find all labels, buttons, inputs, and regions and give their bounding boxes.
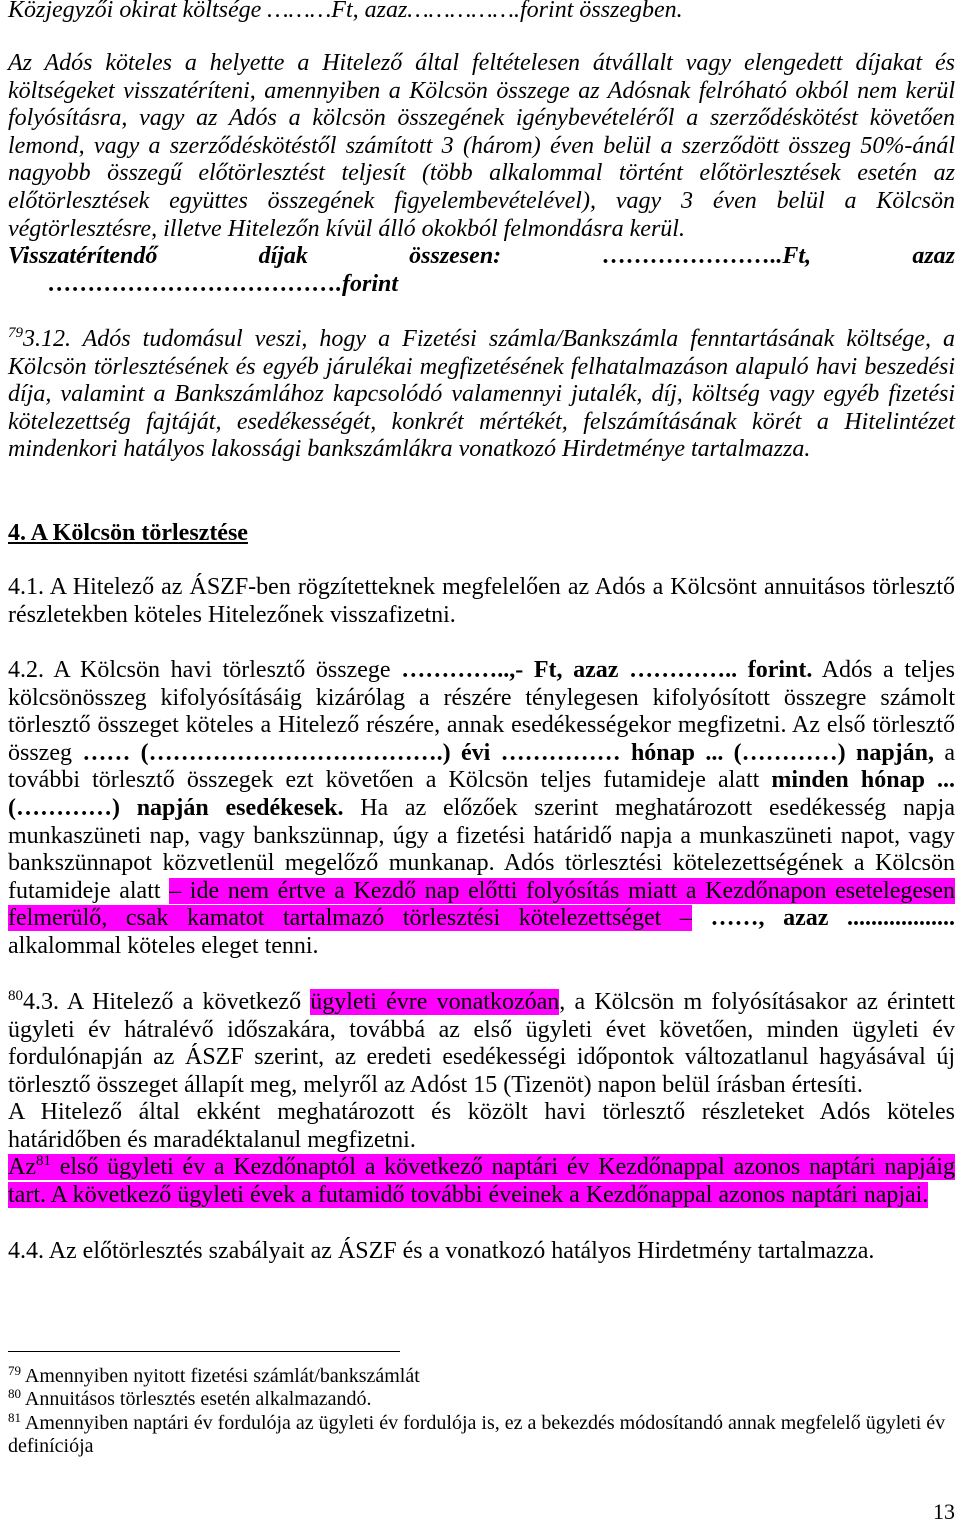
section-4-2-text-4: alkalommal köteles eleget tenni. (8, 932, 319, 959)
first-due-date: …… (……………………………….) évi …………… hónap ... (…………) napján, (82, 739, 935, 766)
footnote-number: 79 (8, 1363, 21, 1378)
footnote-text: Annuitásos törlesztés esetén alkalmazandó. (24, 1388, 372, 1411)
section-4-1 (8, 574, 955, 629)
refund-total-label: Visszatérítendő díjak összesen: (8, 243, 502, 269)
page-number: 13 (933, 1499, 955, 1524)
monthly-installment-amount: …………..,- Ft, azaz ………….. forint. (401, 657, 813, 683)
section-4-heading: 4. A Kölcsön törlesztése (8, 520, 248, 546)
footnote-ref-80: 80 (8, 988, 23, 1004)
footnote-80 (8, 1388, 955, 1411)
business-year-text: első ügyleti év a Kezdőnaptól a következő naptári év Kezdőnappal azonos naptári napjáig tart. A következő ügyleti évek a futamidő további éveinek a Kezdőnappal azonos naptári napjai. (8, 1154, 955, 1208)
section-3-12 (8, 326, 955, 464)
footnote-number: 80 (8, 1386, 21, 1402)
section-4-2-text-1: Adós a teljes kölcsönösszeg kifolyósításáig kizárólag a részére ténylegesen kifolyósított összegre számolt törlesztő összeget köteles a Hitelező részére, annak esedékességekor megfizetni. Az első törlesztő összeg (8, 657, 955, 766)
section-4-1-number: 4.1. (8, 574, 44, 600)
monthly-due-day: minden hónap ... (…………) napján esedékesek. (8, 767, 956, 821)
refund-total-amount-ft: …………………..Ft, azaz (602, 243, 955, 269)
fee-refund-paragraph: Az Adós köteles a helyette a Hitelező által feltételesen átvállalt vagy elengedett díjakat és költségeket visszatéríteni, amennyiben a Kölcsön összege az Adósnak felróható okból nem kerül folyósításra, vagy az Adós a kölcsön összegének igénybevételéről a szerződéskötést követően lemond, vagy a szerződéskötéstől számított 3 (három) éven belül a szerződött összeg 50%-ánál nagyobb összegű előtörlesztést teljesít (több alkalommal történt előtörlesztések esetén az előtörlesztések együttes összegének figyelembevételével), vagy 3 éven belül a Kölcsön végtörlesztésre, illetve Hitelezőn kívül álló okokból felmondásra kerül. (8, 50, 955, 242)
footnote-text: Amennyiben nyitott fizetési számlát/bankszámlát (24, 1365, 420, 1387)
section-4-3-after: , a Kölcsön m folyósításakor az érintett ügyleti év hátralévő időszakára, továbbá az első ügyleti évet követően, minden ügyleti év fordulónapján az ÁSZF szerint, az eredeti esedékességi időpontok változatlanul hagyásával új törlesztő összeget állapít meg, melyről az Adóst 15 (Tizenöt) napon belül írásban értesíti. (8, 989, 956, 1098)
business-year-lead: Az (8, 1154, 36, 1180)
footnote-text: Amennyiben naptári év fordulója az ügyleti év fordulója is, ez a bekezdés módosítandó annak megfelelő ügyleti év definíciója (8, 1411, 946, 1457)
section-4-1-text: A Hitelező az ÁSZF-ben rögzítetteknek megfelelően az Adós a Kölcsönt annuitásos törlesztő részletekben köteles Hitelezőnek visszafizetni. (8, 574, 955, 628)
section-3-12-number: 3.12. (23, 326, 71, 352)
section-4-4 (8, 1238, 955, 1266)
excluded-interest-note: – ide nem értve a Kezdő nap előtti folyósítás miatt a Kezdőnapon esetelegesen felmerülő, csak kamatot tartalmazó törlesztési kötelezettséget – (8, 877, 956, 932)
section-4-2 (8, 657, 955, 961)
business-year-highlight: ügyleti évre vonatkozóan (310, 989, 560, 1015)
section-4-2-intro: A Kölcsön havi törlesztő összege (53, 657, 391, 683)
section-4-2-text-2: a további törlesztő összegek ezt követően a Kölcsön teljes futamideje alatt (8, 739, 956, 794)
section-4-3-number: 4.3. (23, 989, 59, 1015)
installment-payment-paragraph: A Hitelező által ekként meghatározott és közölt havi törlesztő részleteket Adós köteles határidőben és maradéktalanul megfizetni. (8, 1099, 955, 1153)
section-3-12-text: Adós tudomásul veszi, hogy a Fizetési számla/Bankszámla fenntartásának költsége, a Kölcsön törlesztésének és egyéb járulékai megfizetésének felhatalmazáson alapuló havi beszedési díja, valamint a Bankszámlához kapcsolódó valamennyi jutalék, díj, költség vagy egyéb fizetési kötelezettség fajtáját, esedékességét, konkrét mértékét, felszámításának körét a Hitelintézet mindenkori hatályos lakossági bankszámlákra vonatkozó Hirdetménye tartalmazza. (8, 326, 955, 463)
footnote-ref-79: 79 (8, 325, 23, 341)
footnote-number: 81 (8, 1409, 21, 1425)
section-4-4-number: 4.4. (8, 1238, 44, 1264)
footnote-79 (8, 1365, 955, 1388)
section-4-2-text-3: Ha az előzőek szerint meghatározott esedékesség napja munkaszüneti nap, vagy bankszünnap, úgy a fizetési határidő napja a munkaszüneti napot, vagy bankszünnapot közvetlenül megelőző munkanap. Adós törlesztési kötelezettségének a Kölcsön futamideje alatt (8, 794, 955, 904)
footnote-81 (8, 1409, 955, 1459)
refund-total-amount-words: ……………………………….forint (48, 270, 399, 297)
section-4-3 (8, 989, 955, 1099)
section-4-3-before: A Hitelező a következő (66, 989, 302, 1015)
notary-cost-line: Közjegyzői okirat költsége ………Ft, azaz…………….forint összegben. (8, 0, 683, 23)
installment-count: ……, azaz .................. (710, 905, 956, 932)
section-4-2-number: 4.2. (8, 657, 44, 683)
footnote-separator (8, 1351, 400, 1352)
business-year-highlight-block (8, 1154, 955, 1208)
refund-total-line (8, 243, 955, 271)
section-4-4-text: Az előtörlesztés szabályait az ÁSZF és a vonatkozó hatályos Hirdetmény tartalmazza. (48, 1238, 875, 1264)
business-year-definition (8, 1154, 955, 1209)
footnote-ref-81: 81 (35, 1153, 51, 1169)
